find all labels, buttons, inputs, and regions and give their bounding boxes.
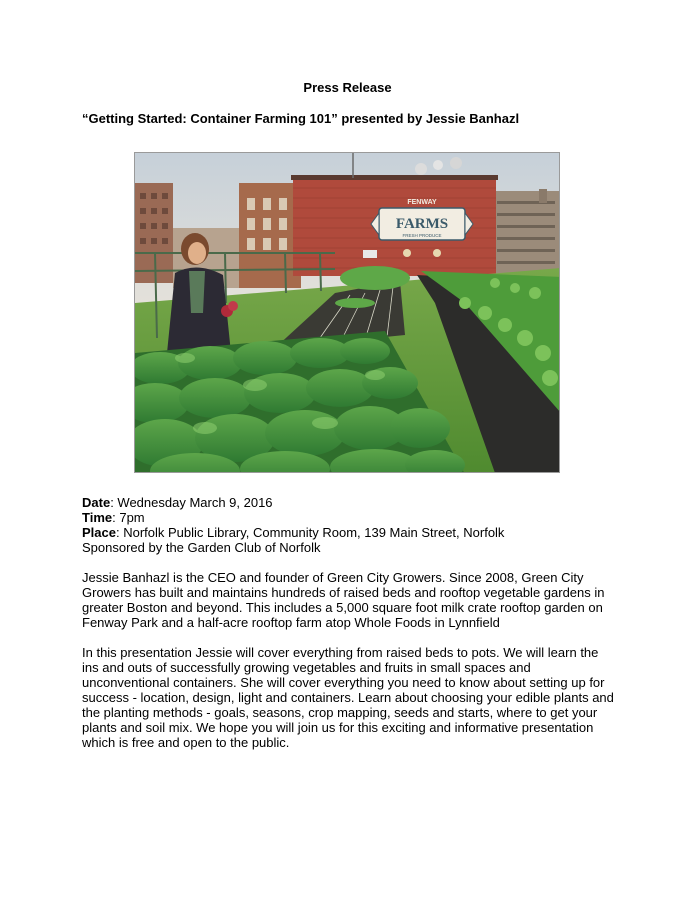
sign-brand-text: FENWAY <box>407 199 437 206</box>
press-release-heading: Press Release <box>303 80 392 95</box>
time-label: Time <box>82 510 113 525</box>
sign-title-text: FARMS <box>395 216 449 232</box>
event-details <box>82 495 622 555</box>
place-row <box>82 525 622 540</box>
rooftop-farm-illustration <box>135 153 560 473</box>
sponsor-row: Sponsored by the Garden Club of Norfolk <box>82 540 321 555</box>
presentation-paragraph: In this presentation Jessie will cover everything from raised beds to pots. We will learn the ins and outs of successfully growing vegetables and fruits in small spaces and unconventional containers. She will cover everything you need to know about setting up for success - location, design, light and containers. Learn about choosing your edible plants and the planting methods - goals, seasons, crop mapping, seeds and starts, where to get your plants and soil mix. We hope you will join us for this exciting and informative presentation which is free and open to the public. <box>82 645 614 750</box>
time-row <box>82 510 622 525</box>
bio-paragraph: Jessie Banhazl is the CEO and founder of Green City Growers. Since 2008, Green City Growers has built and maintains hundreds of raised beds and rooftop vegetable gardens in greater Boston and beyond. This includes a 5,000 square foot milk crate rooftop garden on Fenway Park and a half-acre rooftop farm atop Whole Foods in Lynnfield <box>82 570 605 630</box>
event-title: “Getting Started: Container Farming 101” presented by Jessie Banhazl <box>82 111 520 126</box>
date-value: : Wednesday March 9, 2016 <box>110 495 273 510</box>
rooftop-farm-photo <box>134 152 560 473</box>
sign-sub-text: FRESH PRODUCE <box>402 233 442 238</box>
date-row <box>82 495 622 510</box>
place-label: Place <box>82 525 116 540</box>
date-label: Date <box>82 495 111 510</box>
place-value: : Norfolk Public Library, Community Room, 139 Main Street, Norfolk <box>115 525 505 540</box>
time-value: : 7pm <box>112 510 145 525</box>
